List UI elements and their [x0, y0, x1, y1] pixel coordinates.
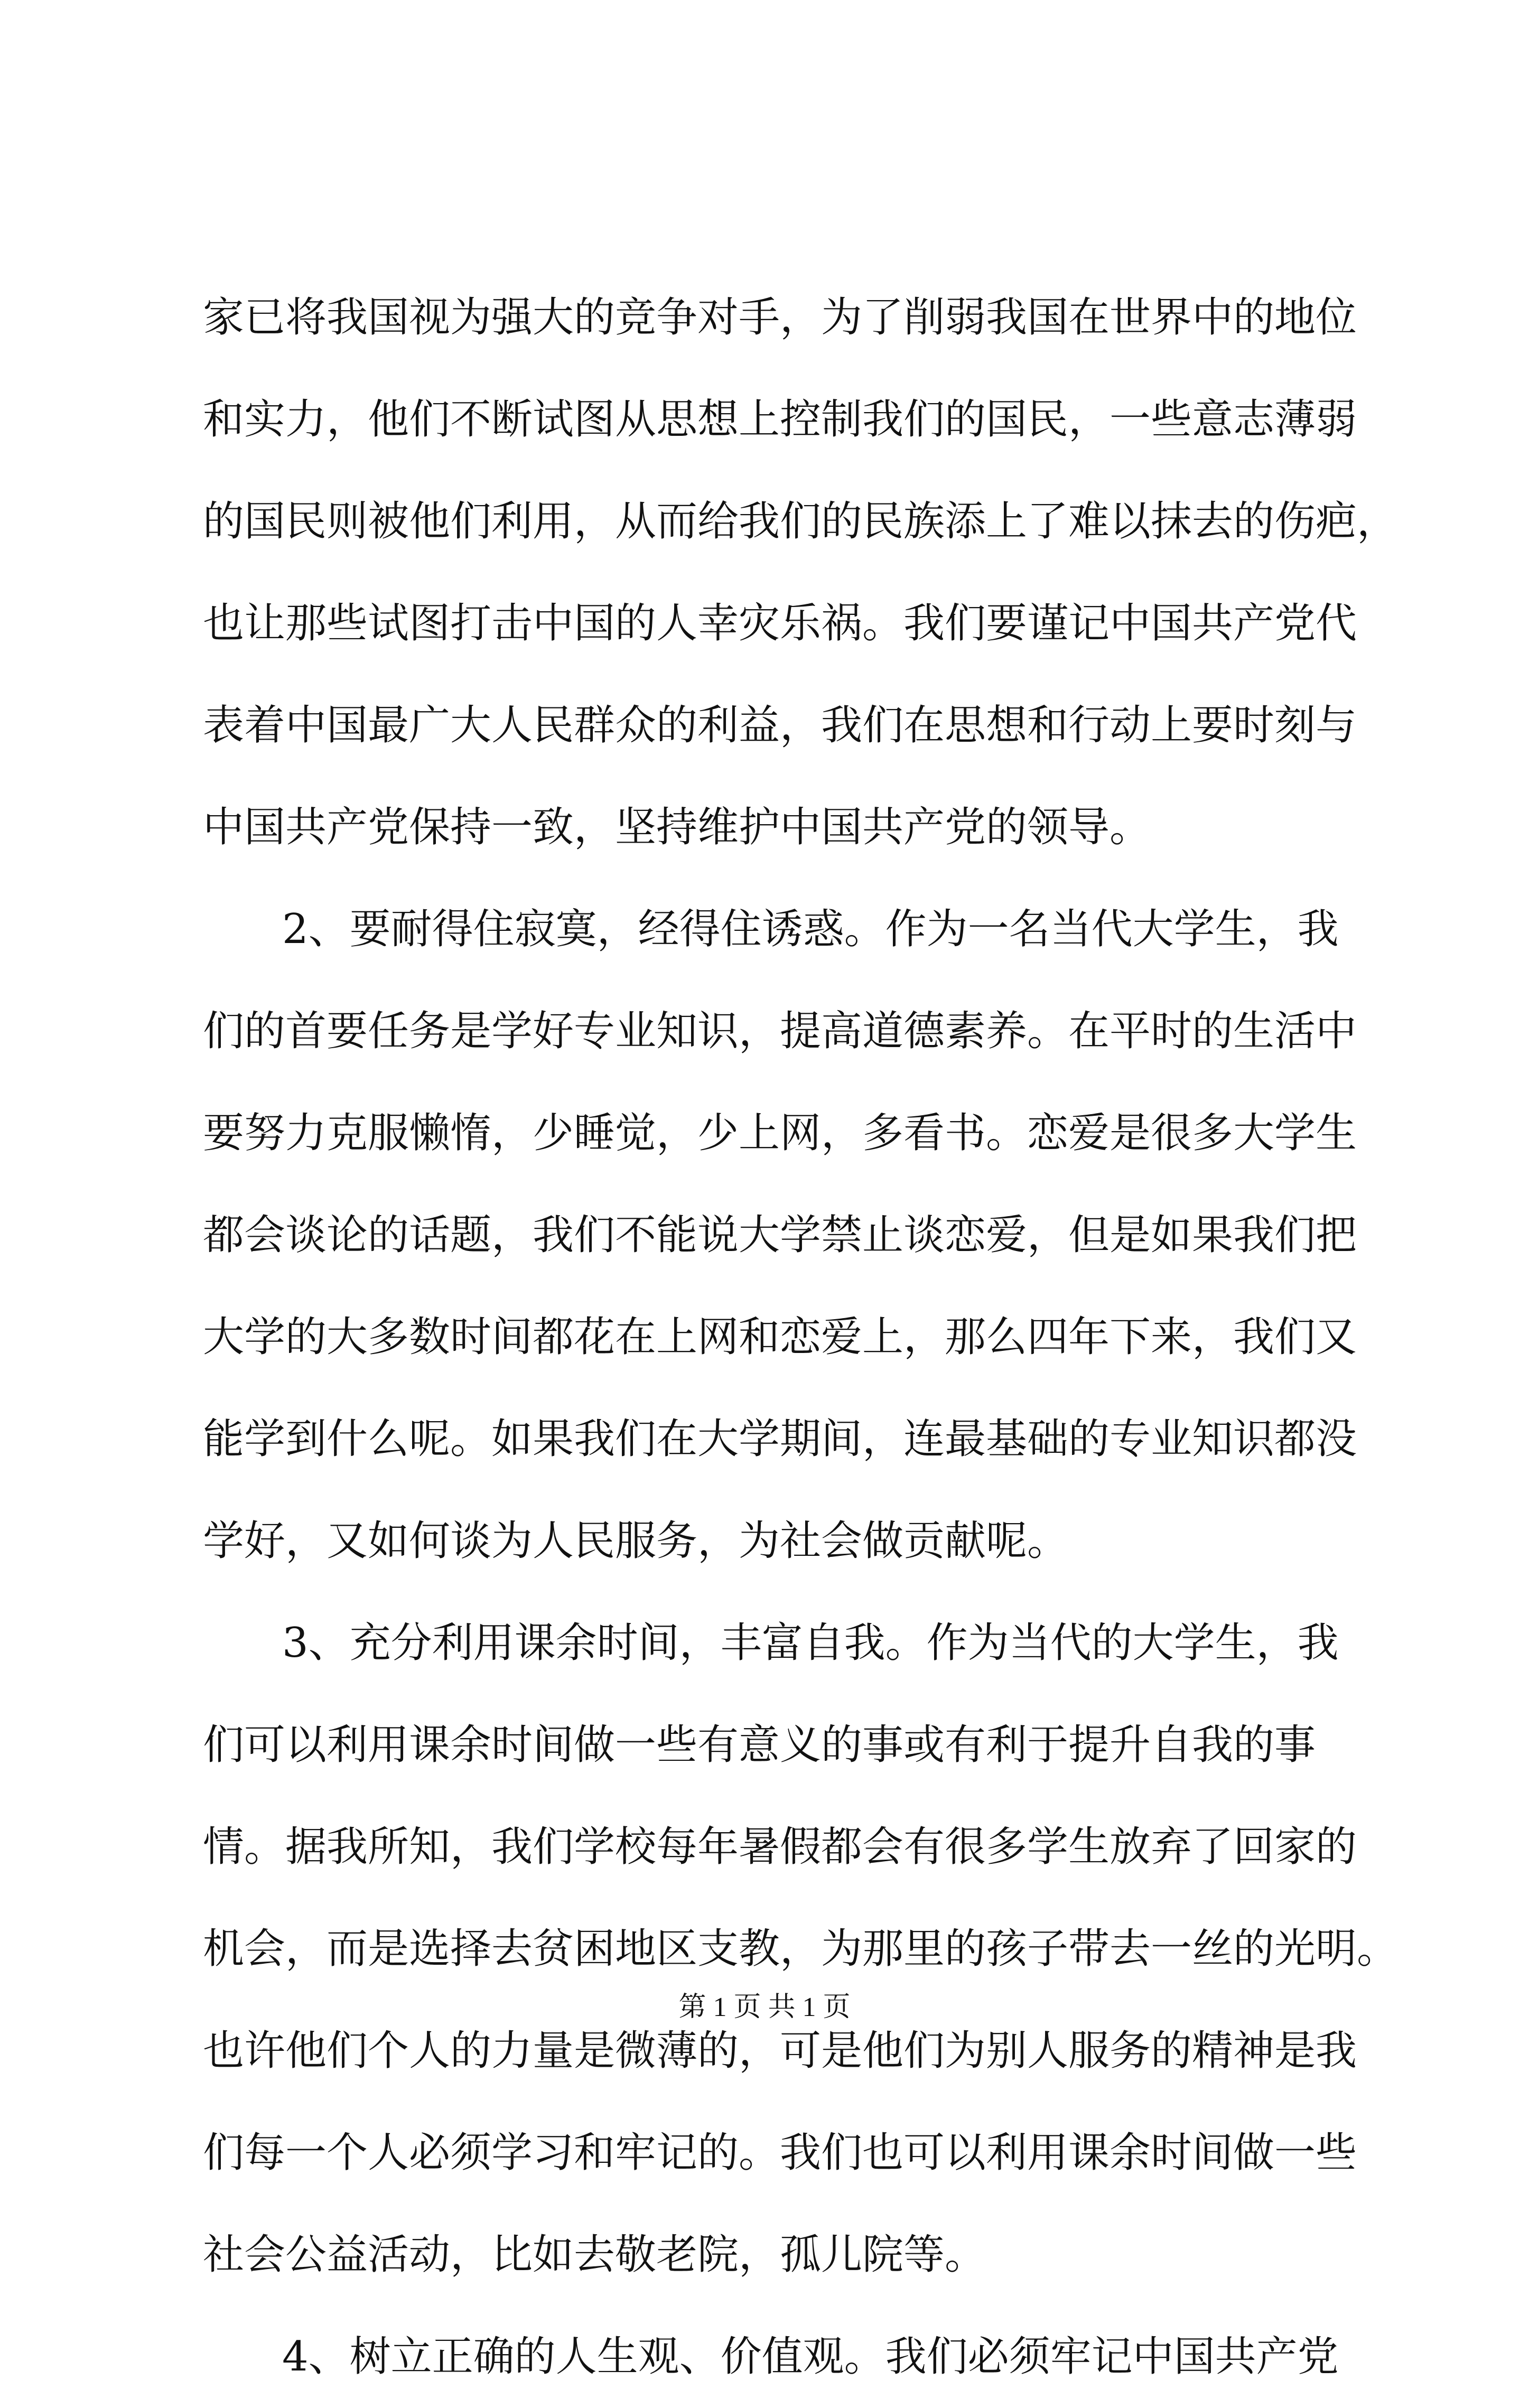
- body-text: [203, 267, 1399, 2408]
- text-line: 们每一个人必须学习和牢记的。我们也可以利用课余时间做一些: [203, 2129, 1357, 2177]
- text-line: 大学的大多数时间都花在上网和恋爱上，那么四年下来，我们又: [203, 1313, 1357, 1361]
- text-line: 们可以利用课余时间做一些有意义的事或有利于提升自我的事: [203, 1721, 1316, 1769]
- page-number-footer: 第 1 页 共 1 页: [678, 1992, 851, 2022]
- text-line: 们的首要任务是学好专业知识，提高道德素养。在平时的生活中: [203, 1007, 1357, 1055]
- text-line: 都会谈论的话题，我们不能说大学禁止谈恋爱，但是如果我们把: [203, 1211, 1357, 1259]
- text-line: 机会，而是选择去贫困地区支教，为那里的孩子带去一丝的光明。: [203, 1925, 1399, 1973]
- text-line: 情。据我所知，我们学校每年暑假都会有很多学生放弃了回家的: [203, 1823, 1357, 1871]
- text-line: 也许他们个人的力量是微薄的，可是他们为别人服务的精神是我: [203, 2027, 1357, 2075]
- paragraph-4-first-line: 4、树立正确的人生观、价值观。我们必须牢记中国共产党: [282, 2333, 1339, 2381]
- text-line: 社会公益活动，比如去敬老院，孤儿院等。: [203, 2231, 986, 2279]
- text-line: 表着中国最广大人民群众的利益，我们在思想和行动上要时刻与: [203, 702, 1357, 749]
- text-line: 也让那些试图打击中国的人幸灾乐祸。我们要谨记中国共产党代: [203, 600, 1357, 647]
- text-line: 中国共产党保持一致，坚持维护中国共产党的领导。: [203, 804, 1151, 851]
- text-line: 学好，又如何谈为人民服务，为社会做贡献呢。: [203, 1517, 1069, 1565]
- paragraph-2-first-line: 2、要耐得住寂寞，经得住诱惑。作为一名当代大学生，我: [282, 906, 1339, 953]
- text-line: 的国民则被他们利用，从而给我们的民族添上了难以抹去的伤疤，: [203, 498, 1399, 545]
- text-line: 要努力克服懒惰，少睡觉，少上网，多看书。恋爱是很多大学生: [203, 1109, 1357, 1157]
- text-line: 家已将我国视为强大的竞争对手，为了削弱我国在世界中的地位: [203, 294, 1357, 341]
- text-line: 和实力，他们不断试图从思想上控制我们的国民，一些意志薄弱: [203, 396, 1357, 443]
- text-line: 能学到什么呢。如果我们在大学期间，连最基础的专业知识都没: [203, 1415, 1357, 1463]
- paragraph-3-first-line: 3、充分利用课余时间，丰富自我。作为当代的大学生，我: [282, 1619, 1339, 1667]
